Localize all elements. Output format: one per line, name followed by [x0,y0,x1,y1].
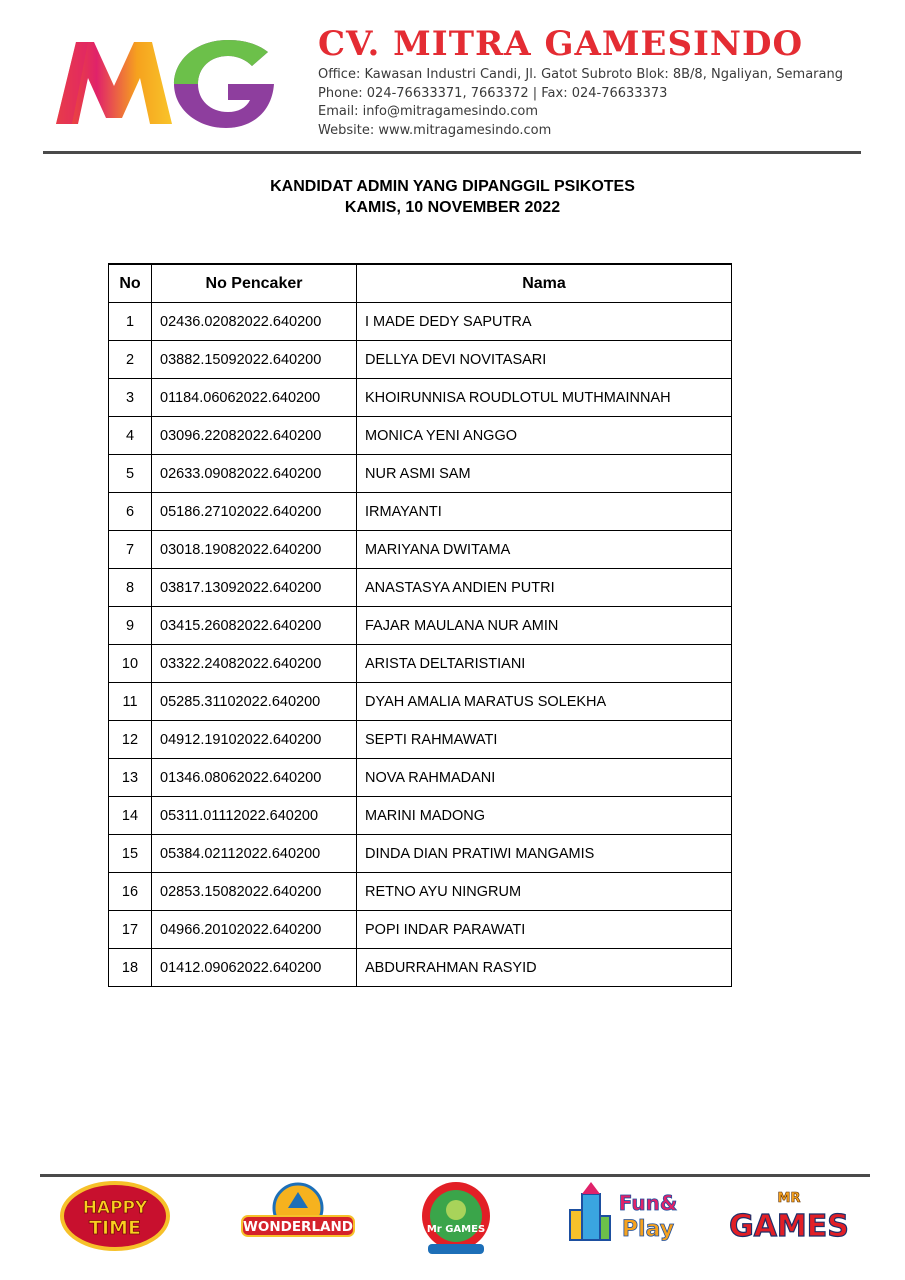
fun-and-play-logo [566,1180,684,1252]
table-row [109,493,732,531]
table-row [109,873,732,911]
cell-no-pencaker: 05384.02112022.640200 [152,835,357,873]
table-row [109,341,732,379]
column-header-no-pencaker: No Pencaker [152,264,357,303]
cell-nama: DELLYA DEVI NOVITASARI [357,341,732,379]
table-row [109,797,732,835]
cell-no: 17 [109,911,152,949]
email-address: Email: info@mitragamesindo.com [318,104,539,119]
cell-no-pencaker: 03882.15092022.640200 [152,341,357,379]
header-divider [43,151,861,154]
cell-nama: IRMAYANTI [357,493,732,531]
mr-games-logo-word-2: GAMES [729,1209,849,1244]
table-row [109,379,732,417]
title-line-2: KAMIS, 10 NOVEMBER 2022 [344,199,561,216]
cell-no-pencaker: 03018.19082022.640200 [152,531,357,569]
mitra-gamesindo-logo [52,34,278,130]
cell-no: 2 [109,341,152,379]
cell-nama: ARISTA DELTARISTIANI [357,645,732,683]
cell-nama: SEPTI RAHMAWATI [357,721,732,759]
cell-nama: MONICA YENI ANGGO [357,417,732,455]
cell-nama: NUR ASMI SAM [357,455,732,493]
candidate-table [108,263,732,987]
table-row [109,455,732,493]
cell-no-pencaker: 02633.09082022.640200 [152,455,357,493]
cell-nama: ABDURRAHMAN RASYID [357,949,732,987]
table-row [109,949,732,987]
cell-no-pencaker: 02853.15082022.640200 [152,873,357,911]
cell-nama: DINDA DIAN PRATIWI MANGAMIS [357,835,732,873]
table-row [109,417,732,455]
cell-nama: POPI INDAR PARAWATI [357,911,732,949]
fun-and-play-logo-word-1: Fun& [618,1191,678,1215]
cell-no-pencaker: 03817.13092022.640200 [152,569,357,607]
cell-no: 7 [109,531,152,569]
table-row [109,683,732,721]
cell-no: 12 [109,721,152,759]
table-row [109,759,732,797]
wonderland-logo-wordmark: WONDERLAND [242,1219,354,1235]
cell-nama: FAJAR MAULANA NUR AMIN [357,607,732,645]
footer-divider [40,1174,870,1177]
cell-no-pencaker: 01346.08062022.640200 [152,759,357,797]
cell-no: 14 [109,797,152,835]
mr-games-logo-word-1: MR [777,1191,801,1206]
cell-nama: I MADE DEDY SAPUTRA [357,303,732,341]
website-address: Website: www.mitragamesindo.com [318,122,552,138]
cell-no: 16 [109,873,152,911]
happy-time-logo [60,1180,170,1252]
table-row [109,911,732,949]
title-line-1: KANDIDAT ADMIN YANG DIPANGGIL PSIKOTES [270,178,635,195]
cell-no: 5 [109,455,152,493]
table-row [109,531,732,569]
table-row [109,303,732,341]
happy-time-logo-word-2: TIME [89,1217,141,1239]
company-name: CV. MITRA GAMESINDO [318,24,804,64]
cell-no-pencaker: 03096.22082022.640200 [152,417,357,455]
column-header-no: No [109,264,152,303]
cell-nama: RETNO AYU NINGRUM [357,873,732,911]
cell-no-pencaker: 01412.09062022.640200 [152,949,357,987]
cell-no: 6 [109,493,152,531]
column-header-nama: Nama [357,264,732,303]
office-address: Office: Kawasan Industri Candi, Jl. Gatot Subroto Blok: 8B/8, Ngaliyan, Semarang [318,67,843,82]
mr-games-logo [728,1180,850,1252]
company-contact-info [318,66,843,140]
table-row [109,569,732,607]
cell-no-pencaker: 05311.01112022.640200 [152,797,357,835]
mr-games-playgames-center-logo [416,1180,496,1258]
cell-nama: DYAH AMALIA MARATUS SOLEKHA [357,683,732,721]
table-row [109,645,732,683]
cell-no: 4 [109,417,152,455]
document-title [0,176,905,218]
cell-no-pencaker: 05186.27102022.640200 [152,493,357,531]
cell-no: 9 [109,607,152,645]
phone-fax: Phone: 024-76633371, 7663372 | Fax: 024-76633373 [318,85,668,101]
cell-no-pencaker: 04966.20102022.640200 [152,911,357,949]
cell-nama: KHOIRUNNISA ROUDLOTUL MUTHMAINNAH [357,379,732,417]
fun-and-play-logo-word-2: Play [621,1217,675,1242]
cell-no: 3 [109,379,152,417]
table-row [109,607,732,645]
cell-no-pencaker: 03322.24082022.640200 [152,645,357,683]
cell-no: 11 [109,683,152,721]
cell-no: 13 [109,759,152,797]
cell-no-pencaker: 05285.31102022.640200 [152,683,357,721]
table-row [109,835,732,873]
cell-nama: NOVA RAHMADANI [357,759,732,797]
cell-no-pencaker: 03415.26082022.640200 [152,607,357,645]
wonderland-logo [238,1180,358,1254]
cell-no-pencaker: 01184.06062022.640200 [152,379,357,417]
cell-nama: ANASTASYA ANDIEN PUTRI [357,569,732,607]
cell-no-pencaker: 04912.19102022.640200 [152,721,357,759]
happy-time-logo-word-1: HAPPY [82,1198,148,1218]
cell-no: 15 [109,835,152,873]
mr-games-badge-wordmark: Mr GAMES [426,1224,486,1235]
cell-no-pencaker: 02436.02082022.640200 [152,303,357,341]
cell-no: 18 [109,949,152,987]
cell-no: 10 [109,645,152,683]
cell-no: 8 [109,569,152,607]
cell-nama: MARIYANA DWITAMA [357,531,732,569]
cell-nama: MARINI MADONG [357,797,732,835]
table-header-row [109,264,732,303]
cell-no: 1 [109,303,152,341]
table-body [109,303,732,987]
table-row [109,721,732,759]
